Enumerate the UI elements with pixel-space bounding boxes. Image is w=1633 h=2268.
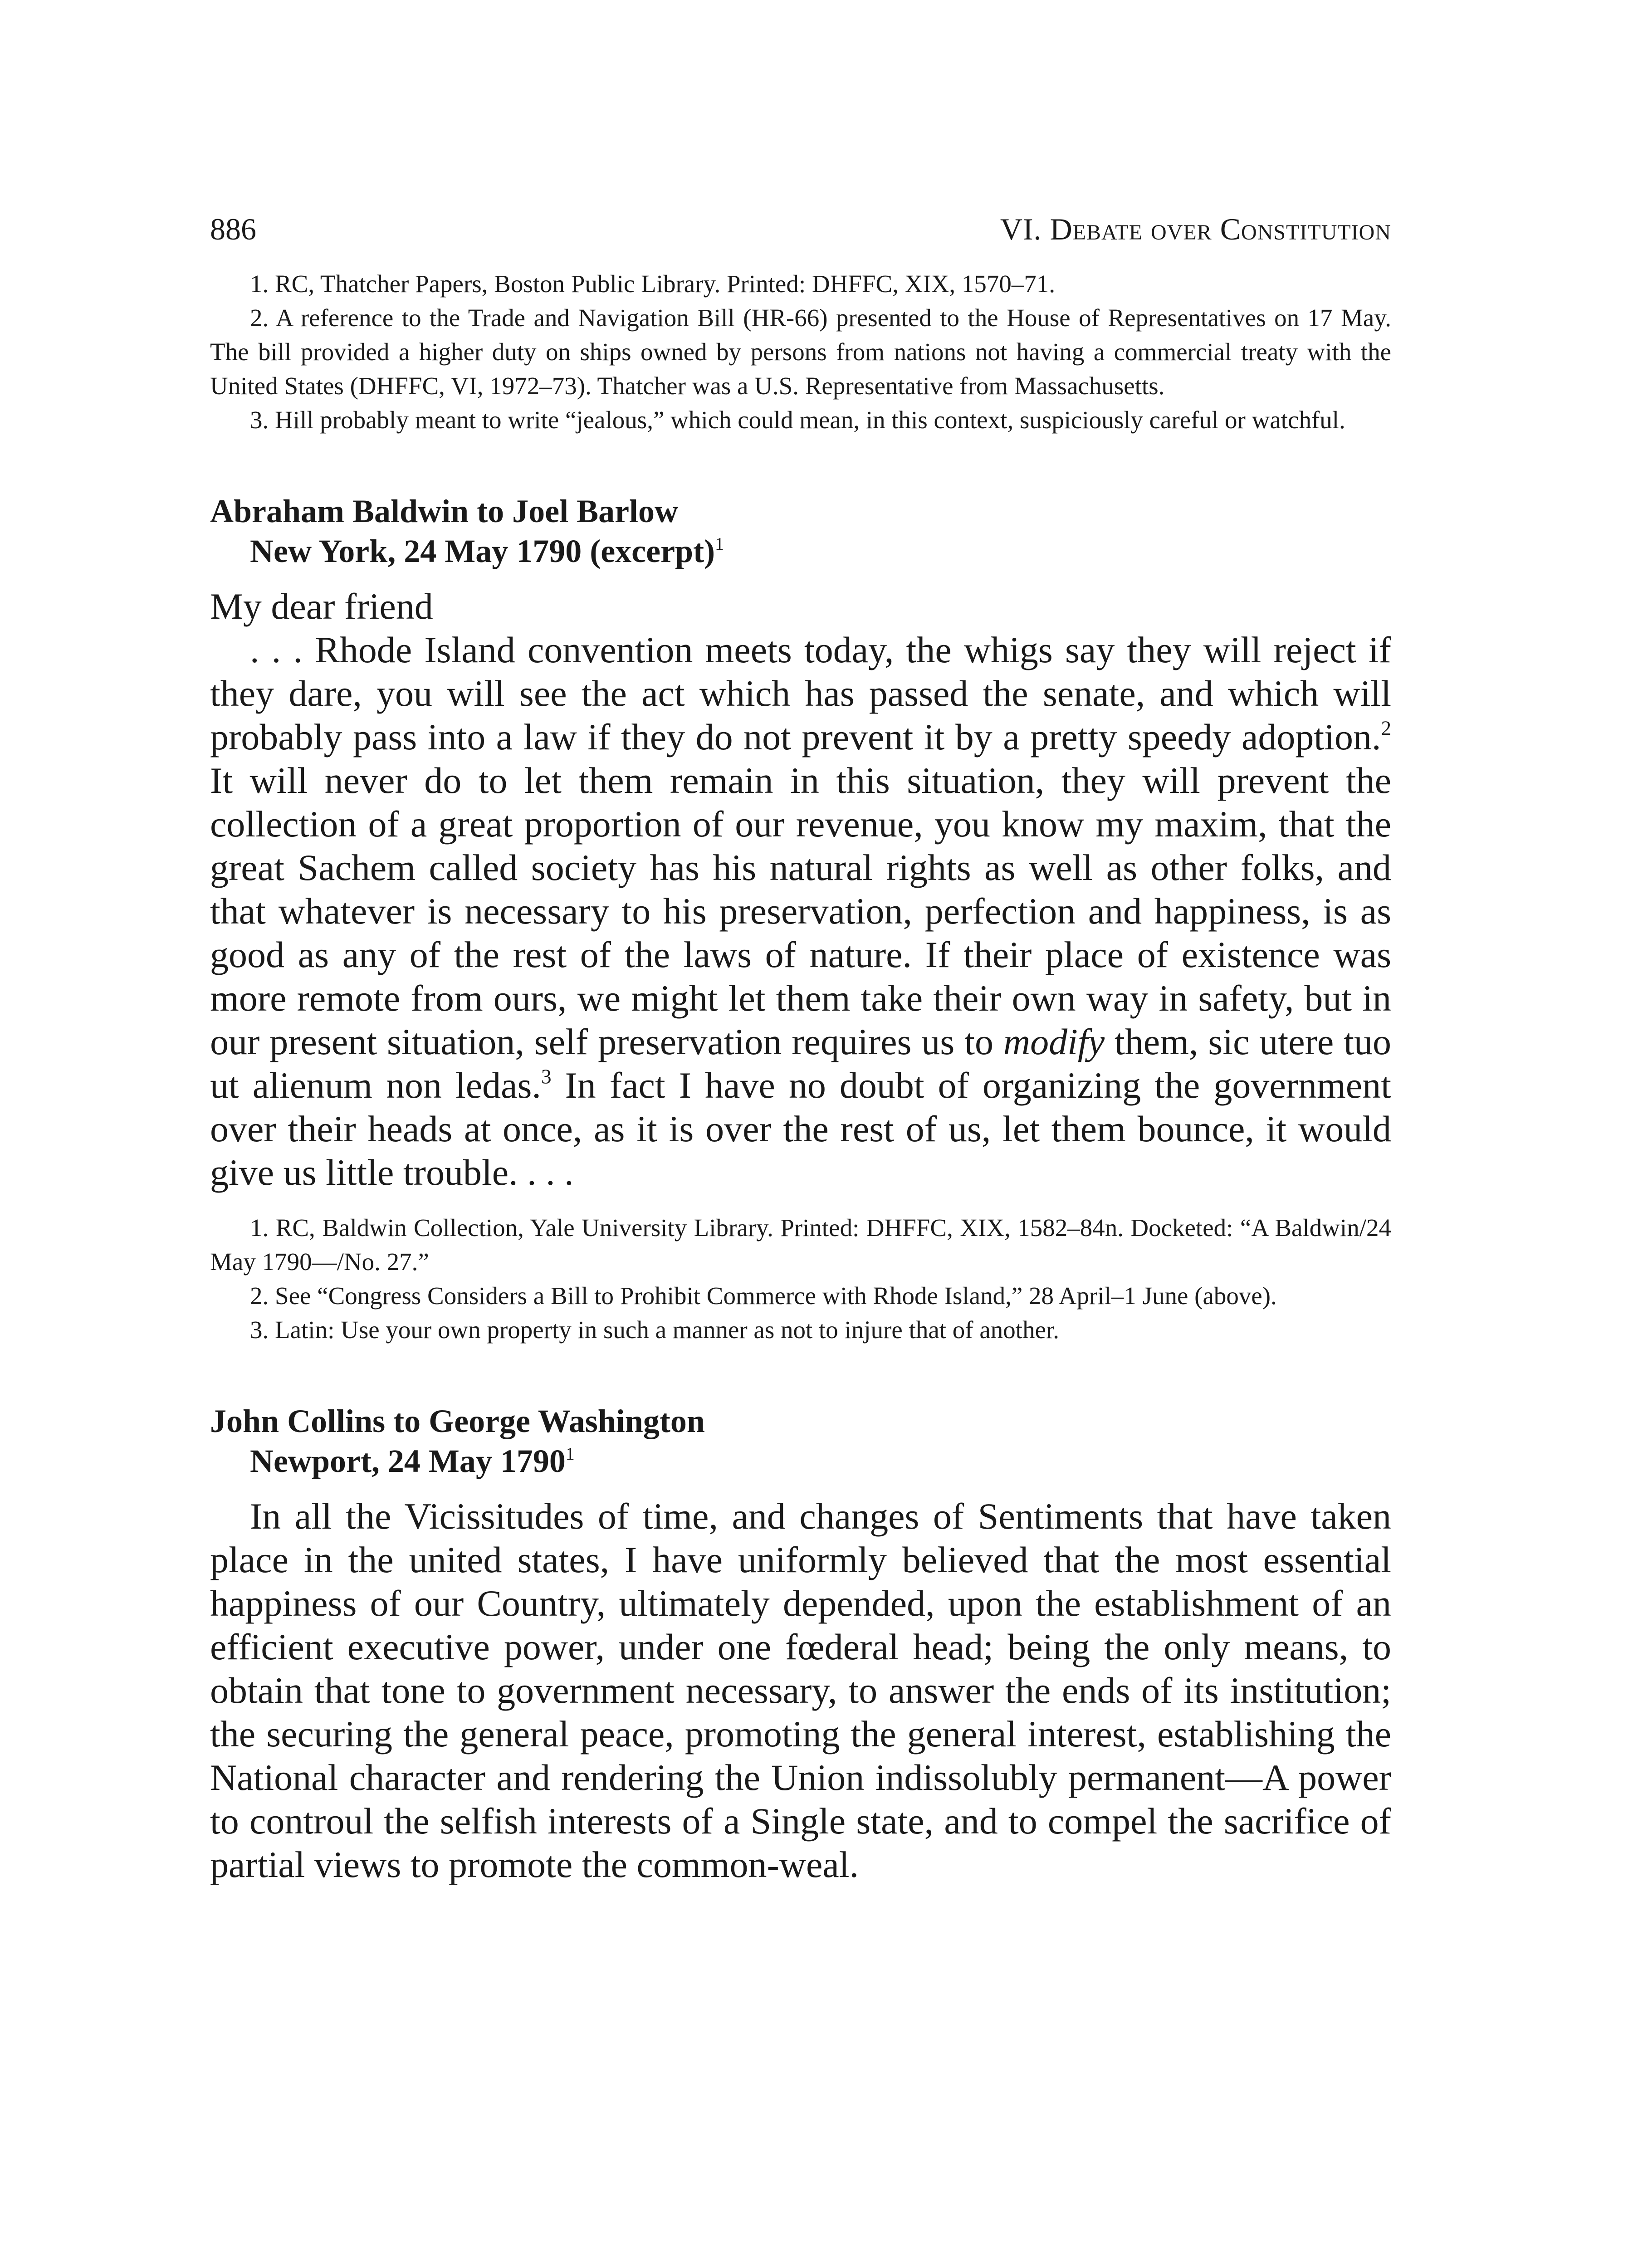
running-title: VI. Debate over Constitution	[1000, 212, 1391, 246]
letter-body: In all the Vicissitudes of time, and changes of Sentiments that have taken place in the united states, I have uniformly believed that the most essential happiness of our Country, ultimately depended, upon the establishment of an efficient executive power, under one fœderal head; being the only means, to obtain that tone to government necessary, to answer the ends of its institution; the securing the general peace, promoting the general interest, establishing the National character and rendering the Union indissolubly permanent—A power to controul the selfish interests of a Single state, and to compel the sacrifice of partial views to promote the common-weal.	[210, 1496, 1391, 1885]
document-dateline	[210, 531, 1391, 571]
body-text: . . . Rhode Island convention meets today, the whigs say they will reject if they dare, you will see the act which has passed the senate, and which will probably pass into a law if they do not prevent it by a pretty speedy adoption.	[210, 629, 1391, 758]
document-page	[210, 209, 1391, 1887]
dateline-text: Newport, 24 May 1790	[250, 1443, 566, 1479]
page-number: 886	[210, 212, 256, 246]
footnote-text: RC, Thatcher Papers, Boston Public Library. Printed: DHFFC, XIX, 1570–71.	[275, 270, 1056, 298]
document-collins-to-washington	[210, 1401, 1391, 1887]
running-header	[210, 209, 1391, 249]
footnote-number: 3.	[250, 406, 269, 434]
footnote-text: RC, Baldwin Collection, Yale University Library. Printed: DHFFC, XIX, 1582–84n. Docketed: “A Baldwin/24 May 1790—/No. 27.”	[210, 1214, 1391, 1276]
document-title: John Collins to George Washington	[210, 1403, 705, 1439]
footnote-number: 2.	[250, 1282, 269, 1310]
salutation: My dear friend	[210, 586, 433, 627]
footnote-ref: 2	[1381, 717, 1391, 740]
footnote-number: 2.	[250, 304, 269, 332]
footnote-text: Latin: Use your own property in such a manner as not to injure that of another.	[275, 1316, 1060, 1344]
footnote	[210, 1279, 1391, 1313]
footnote-number: 1.	[250, 270, 269, 298]
top-footnotes	[210, 267, 1391, 437]
body-text: In fact I have no doubt of organizing the government over their heads at once, as it is over the rest of us, let them bounce, it would give us little trouble. . . .	[210, 1065, 1391, 1193]
footnote-number: 1.	[250, 1214, 269, 1242]
letter-body	[210, 628, 1391, 1194]
footnote	[210, 1313, 1391, 1347]
footnote-ref: 3	[541, 1065, 552, 1088]
body-text: them, sic utere tuo ut alienum non ledas.	[210, 1021, 1392, 1106]
footnote-text: A reference to the Trade and Navigation Bill (HR-66) presented to the House of Representatives on 17 May. The bill provided a higher duty on ships owned by persons from nations not having a commercial treaty with the United States (DHFFC, VI, 1972–73). Thatcher was a U.S. Representative from Massachusetts.	[210, 304, 1391, 400]
footnote-ref: 1	[715, 533, 724, 554]
footnote-number: 3.	[250, 1316, 269, 1344]
footnote	[210, 1211, 1391, 1279]
footnote-ref: 1	[565, 1443, 575, 1464]
footnote-text: Hill probably meant to write “jealous,” which could mean, in this context, suspiciously careful or watchful.	[275, 406, 1345, 434]
footnote	[210, 403, 1391, 437]
document-title: Abraham Baldwin to Joel Barlow	[210, 493, 679, 529]
dateline-text: New York, 24 May 1790 (excerpt)	[250, 533, 715, 569]
body-text: It will never do to let them remain in this situation, they will prevent the collection of a great proportion of our revenue, you know my maxim, that the great Sachem called society has his natural rights as well as other folks, and that whatever is necessary to his preservation, perfection and happiness, is as good as any of the rest of the laws of nature. If their place of existence was more remote from ours, we might let them take their own way in safety, but in our present situation, self preservation requires us to	[210, 760, 1391, 1062]
footnote	[210, 267, 1391, 301]
footnote-text: See “Congress Considers a Bill to Prohibit Commerce with Rhode Island,” 28 April–1 June (above).	[275, 1282, 1277, 1310]
italic-text: modify	[1003, 1021, 1105, 1062]
document-footnotes	[210, 1211, 1391, 1347]
document-baldwin-to-barlow	[210, 491, 1391, 1347]
footnote	[210, 301, 1391, 403]
document-dateline	[210, 1441, 1391, 1481]
